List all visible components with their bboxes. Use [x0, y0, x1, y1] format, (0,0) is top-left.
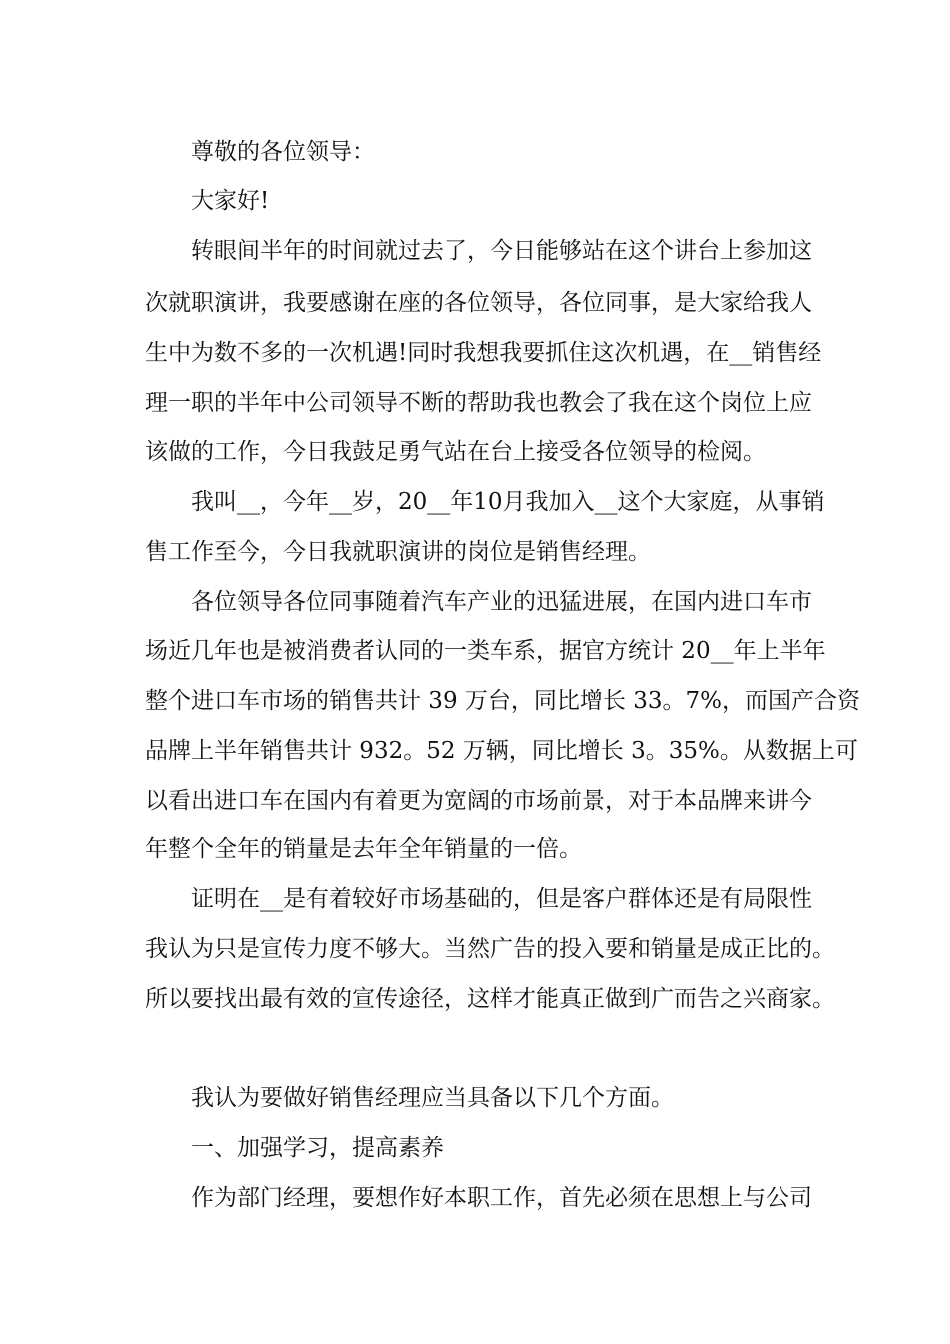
paragraph-line: 场近几年也是被消费者认同的一类车系，据官方统计 20__年上半年 — [145, 638, 826, 664]
paragraph-line: 作为部门经理，要想作好本职工作，首先必须在思想上与公司 — [191, 1185, 812, 1211]
paragraph-line: 所以要找出最有效的宣传途径，这样才能真正做到广而告之兴商家。 — [145, 986, 835, 1012]
paragraph-line: 售工作至今，今日我就职演讲的岗位是销售经理。 — [145, 539, 651, 565]
paragraph-line: 该做的工作，今日我鼓足勇气站在台上接受各位领导的检阅。 — [145, 439, 766, 465]
paragraph-line: 整个进口车市场的销售共计 39 万台，同比增长 33。7%，而国产合资 — [145, 688, 860, 714]
paragraph-line: 次就职演讲，我要感谢在座的各位领导，各位同事，是大家给我人 — [145, 290, 812, 316]
paragraph-line: 以看出进口车在国内有着更为宽阔的市场前景，对于本品牌来讲今 — [145, 788, 812, 814]
paragraph-line: 理一职的半年中公司领导不断的帮助我也教会了我在这个岗位上应 — [145, 390, 812, 416]
paragraph-line: 年整个全年的销量是去年全年销量的一倍。 — [145, 836, 582, 862]
salutation: 尊敬的各位领导： — [191, 139, 375, 165]
greeting: 大家好! — [191, 188, 270, 214]
paragraph-line: 我认为只是宣传力度不够大。当然广告的投入要和销量是成正比的。 — [145, 936, 835, 962]
paragraph-line: 品牌上半年销售共计 932。52 万辆，同比增长 3。35%。从数据上可 — [145, 738, 858, 764]
paragraph-line: 转眼间半年的时间就过去了，今日能够站在这个讲台上参加这 — [191, 238, 812, 264]
intro-line: 我认为要做好销售经理应当具备以下几个方面。 — [191, 1085, 674, 1111]
paragraph-line: 我叫__，今年__岁，20__年10月我加入__这个大家庭，从事销 — [191, 489, 825, 515]
paragraph-line: 各位领导各位同事随着汽车产业的迅猛进展，在国内进口车市 — [191, 589, 812, 615]
paragraph-line: 证明在__是有着较好市场基础的，但是客户群体还是有局限性 — [191, 886, 812, 912]
paragraph-line: 生中为数不多的一次机遇!同时我想我要抓住这次机遇，在__销售经 — [145, 340, 822, 366]
section-heading: 一、加强学习，提高素养 — [191, 1135, 444, 1161]
